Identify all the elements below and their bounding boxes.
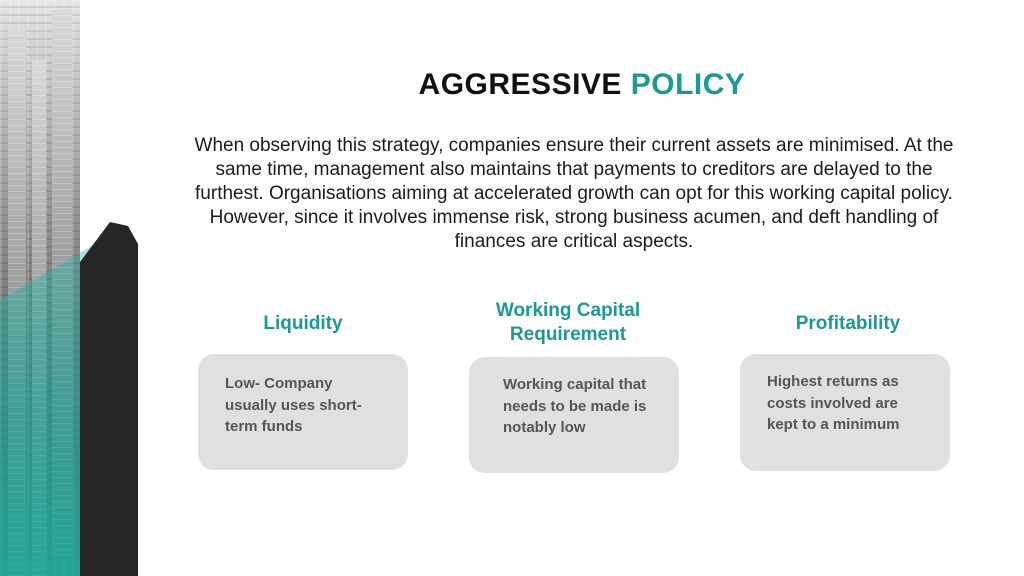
title-part-main: AGGRESSIVE xyxy=(418,68,631,101)
column-heading-profitability: Profitability xyxy=(795,313,901,334)
page-title xyxy=(140,68,1024,102)
column-heading-working-capital: Working Capital Requirement xyxy=(495,300,641,345)
title-part-accent: POLICY xyxy=(630,68,746,101)
decorative-side-panel xyxy=(0,0,140,576)
card-text: Working capital that needs to be made is notably low xyxy=(503,376,647,436)
card-profitability xyxy=(740,354,950,471)
card-text: Low- Company usually uses short-term funds xyxy=(225,375,362,435)
intro-paragraph: When observing this strategy, companies ensure their current assets are minimised. At the same time, management also maintains that payments to creditors are delayed to the furthest. Organisations aiming at accelerated growth can opt for this working capital policy. However, since it involves immense risk, strong business acumen, and deft handling of finances are critical aspects. xyxy=(194,135,954,252)
card-text: Highest returns as costs involved are kept to a minimum xyxy=(767,373,900,433)
column-heading-liquidity: Liquidity xyxy=(263,313,343,334)
card-working-capital xyxy=(469,357,679,473)
card-liquidity xyxy=(198,354,408,470)
